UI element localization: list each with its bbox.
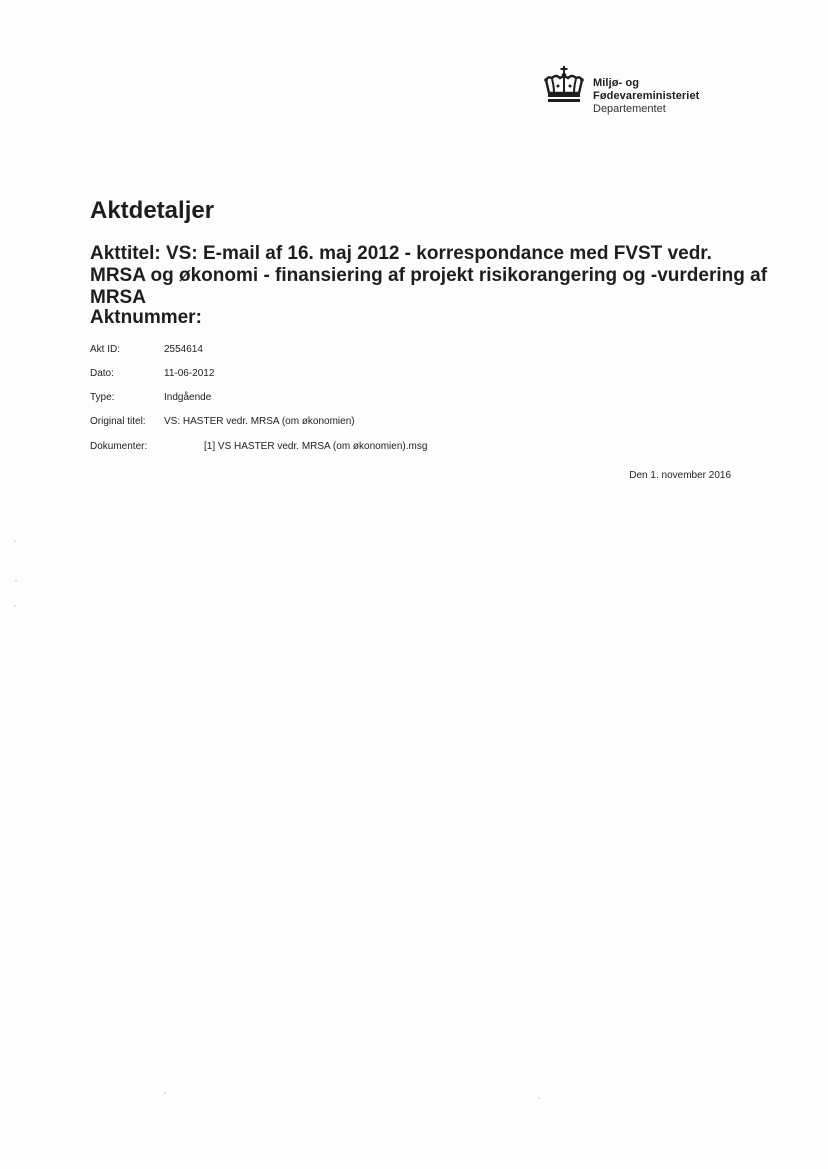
type-label: Type: bbox=[90, 392, 115, 403]
logo-line-department: Departementet bbox=[593, 103, 666, 115]
documents-label: Dokumenter: bbox=[90, 441, 148, 452]
scan-speck bbox=[538, 1097, 540, 1099]
ministry-logo bbox=[542, 66, 742, 122]
logo-line-ministry-2: Fødevareministeriet bbox=[593, 90, 700, 102]
original-title-label: Original titel: bbox=[90, 416, 146, 427]
akt-id-label: Akt ID: bbox=[90, 344, 121, 355]
print-date: Den 1. november 2016 bbox=[629, 470, 731, 481]
scan-speck bbox=[164, 1092, 166, 1094]
akt-title: Akttitel: VS: E-mail af 16. maj 2012 - korrespondance med FVST vedr. MRSA og økonomi - finansiering af projekt risikorangering og -vurdering af MRSA bbox=[90, 243, 768, 308]
scan-speck bbox=[14, 605, 16, 607]
documents-value: [1] VS HASTER vedr. MRSA (om økonomien).msg bbox=[204, 441, 428, 452]
akt-id-value: 2554614 bbox=[164, 344, 203, 355]
logo-line-ministry-1: Miljø- og bbox=[593, 77, 640, 89]
original-title-value: VS: HASTER vedr. MRSA (om økonomien) bbox=[164, 416, 355, 427]
crown-icon bbox=[542, 66, 586, 106]
scan-speck bbox=[15, 580, 17, 582]
logo-text bbox=[593, 77, 699, 116]
dato-label: Dato: bbox=[90, 368, 114, 379]
akt-number: Aktnummer: bbox=[90, 307, 202, 328]
dato-value: 11-06-2012 bbox=[164, 368, 215, 379]
page-title: Aktdetaljer bbox=[90, 197, 215, 224]
type-value: Indgående bbox=[164, 392, 212, 403]
scan-speck bbox=[14, 540, 16, 542]
